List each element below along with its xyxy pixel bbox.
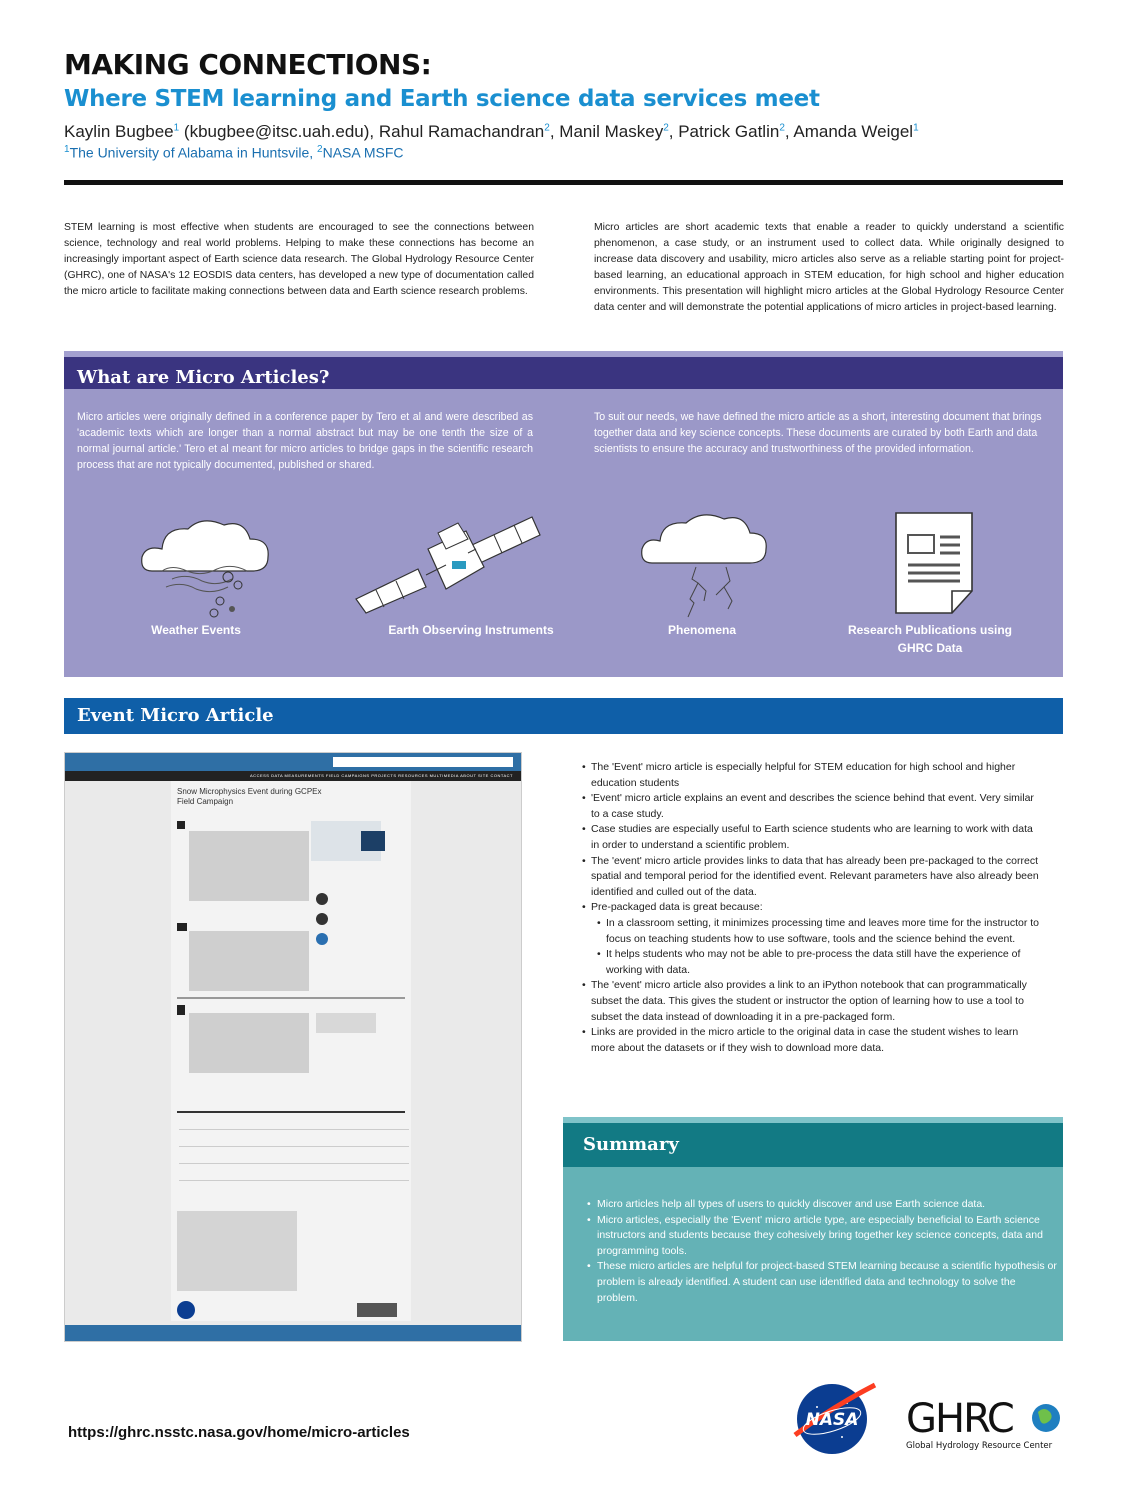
list-item: • Micro articles, especially the 'Event' micro article type, are especially beneficial to Earth science instructors and students because they cohesively bring together key science concepts, data and programming tools. [587,1213,1057,1260]
list-item: • The 'event' micro article also provides a link to an iPython notebook that can programmatically subset the data. This gives the student or instructor the option of learning how to use a tool to subset the data instead of downloading it in a pre-packaged form. [582,978,1042,1025]
list-item: • Case studies are especially useful to Earth science students who are learning to work with data in order to understand a scientific problem. [582,822,1042,853]
micro-articles-text-right: To suit our needs, we have defined the micro article as a short, interesting document that brings together data and key science concepts. These documents are curated by both Earth and data scientists to ensure the accuracy and trustworthiness of the provided information. [594,411,1042,455]
screenshot-page-title: Snow Microphysics Event during GCPEx Field Campaign [177,787,322,806]
lightning-cloud-icon [636,509,796,619]
affiliations: $^1$The University of Alabama in Huntsvile, $^2$NASA MSFC [64,144,404,161]
author-name: Rahul Ramachandran [378,122,545,141]
author-email: (kbugbee@itsc.uah.edu) [179,122,370,141]
list-item: • Pre-packaged data is great because: [582,900,1042,916]
screenshot-divider [177,997,405,999]
screenshot-text-block [189,931,309,991]
icon-label-publications: Research Publications using GHRC Data [847,623,1013,655]
screenshot-header-bar [65,753,521,771]
list-subitem: • In a classroom setting, it minimizes processing time and leaves more time for the instructor to focus on teaching students how to use software, tools and the science behind the event. [582,916,1042,947]
icon-label-phenomena: Phenomena [667,623,736,637]
event-article-screenshot [64,752,522,1342]
list-subitem: • It helps students who may not be able to pre-process the data still have the experience of working with data. [582,947,1042,978]
screenshot-search-box [333,757,513,767]
poster-subtitle: Where STEM learning and Earth science data services meet [64,86,820,112]
list-item: • These micro articles are helpful for project-based STEM learning because a scientific hypothesis or problem is already identified. A student can use identified data and technology to solve the problem. [587,1259,1057,1306]
svg-text:Global Hydrology Resource Cent: Global Hydrology Resource Center [906,1441,1053,1451]
table-row [179,1116,409,1130]
screenshot-radar-image [361,831,385,851]
table-row [179,1150,409,1164]
list-item: • Micro articles help all types of users to quickly discover and use Earth science data. [587,1197,1057,1213]
globe-icon [316,893,328,905]
svg-text:GHRC: GHRC [906,1396,1013,1442]
header-divider [64,180,1063,185]
event-bullet-list [582,760,1042,1056]
nasa-logo [787,1377,877,1457]
author-list: Kaylin Bugbee$^1$ (kbugbee@itsc.uah.edu), Rahul Ramachandran$^2$, Manil Maskey$^2$, Patrick Gatlin$^2$, Amanda Weigel$^1$ [64,122,919,141]
satellite-icon [354,509,544,619]
screenshot-text-block [189,1013,309,1073]
table-row [179,1133,409,1147]
table-header-line [177,1111,405,1113]
section-heading-summary: Summary [563,1117,1063,1167]
intro-paragraph-right: Micro articles are short academic texts that enable a reader to quickly understand a scientific phenomenon, a case study, or an instrument used to collect data. While originally designed to increase data discovery and usability, micro articles also serve as a reliable starting point for project-based learning, an educational approach in STEM education, for high school and higher education environments. This presentation will highlight micro articles at the Global Hydrology Resource Center data center and will demonstrate the potential applications of micro articles in project-based learning. [594,222,1064,313]
summary-list [587,1197,1057,1306]
author-name: Amanda Weigel [793,122,914,141]
ghrc-logo-small [357,1303,397,1317]
author-name: Kaylin Bugbee [64,122,174,141]
micro-articles-text-left: Micro articles were originally defined in a conference paper by Tero et al and were described as 'academic texts which are longer than a normal abstract but may be one tenth the size of a normal journal article.' Tero et al meant for micro articles to bridge gaps in the scientific research process that are not typically documented, published or shared. [77,411,533,471]
download-icon [177,1005,185,1015]
screenshot-page-body [171,781,411,1321]
svg-text:NASA: NASA [805,1410,859,1430]
book-icon [177,923,187,931]
flag-icon [177,821,185,829]
micro-articles-url[interactable]: https://ghrc.nsstc.nasa.gov/home/micro-articles [68,1424,410,1441]
list-item: • Links are provided in the micro article to the original data in case the student wishes to learn more about the datasets or if they wish to download more data. [582,1025,1042,1056]
list-item: • 'Event' micro article explains an event and describes the science behind that event. Very similar to a case study. [582,791,1042,822]
list-item: • The 'event' micro article provides links to data that has already been pre-packaged to the correct spatial and temporal period for the identified event. Relevant parameters have also already been identified and culled out of the data. [582,854,1042,901]
nasa-logo-small [177,1301,195,1319]
screenshot-publications [177,1211,297,1291]
ghrc-logo [904,1392,1069,1454]
author-name: Patrick Gatlin [678,122,780,141]
event-type-icon [316,933,328,945]
section-heading-micro-articles: What are Micro Articles? [64,351,1063,389]
intro-paragraph-left: STEM learning is most effective when students are encouraged to see the connections between science, technology and real world problems. Helping to make these connections has become an increasingly important aspect of Earth science data research. The Global Hydrology Resource Center (GHRC), one of NASA's 12 EOSDIS data centers, has developed a new type of documentation called the micro article to facilitate making connections between data and Earth science research problems. [64,222,534,297]
screenshot-text-block [189,831,309,901]
screenshot-nav-bar: ACCESS DATA MEASUREMENTS FIELD CAMPAIGNS PROJECTS RESOURCES MULTIMEDIA ABOUT SITE CONTACT [65,771,521,781]
poster-title: MAKING CONNECTIONS: [64,48,432,81]
screenshot-side-info [316,1013,376,1033]
icon-label-instruments: Earth Observing Instruments [388,623,554,637]
micro-articles-panel [64,389,1063,677]
table-row [179,1167,409,1181]
summary-panel [563,1167,1063,1341]
section-heading-event: Event Micro Article [64,698,1063,734]
icon-label-weather: Weather Events [151,623,241,637]
document-icon [882,509,992,619]
list-item: • The 'Event' micro article is especially helpful for STEM education for high school and higher education students [582,760,1042,791]
screenshot-footer-bar [65,1325,521,1341]
author-name: Manil Maskey [559,122,664,141]
clock-icon [316,913,328,925]
weather-cloud-icon [132,509,292,619]
